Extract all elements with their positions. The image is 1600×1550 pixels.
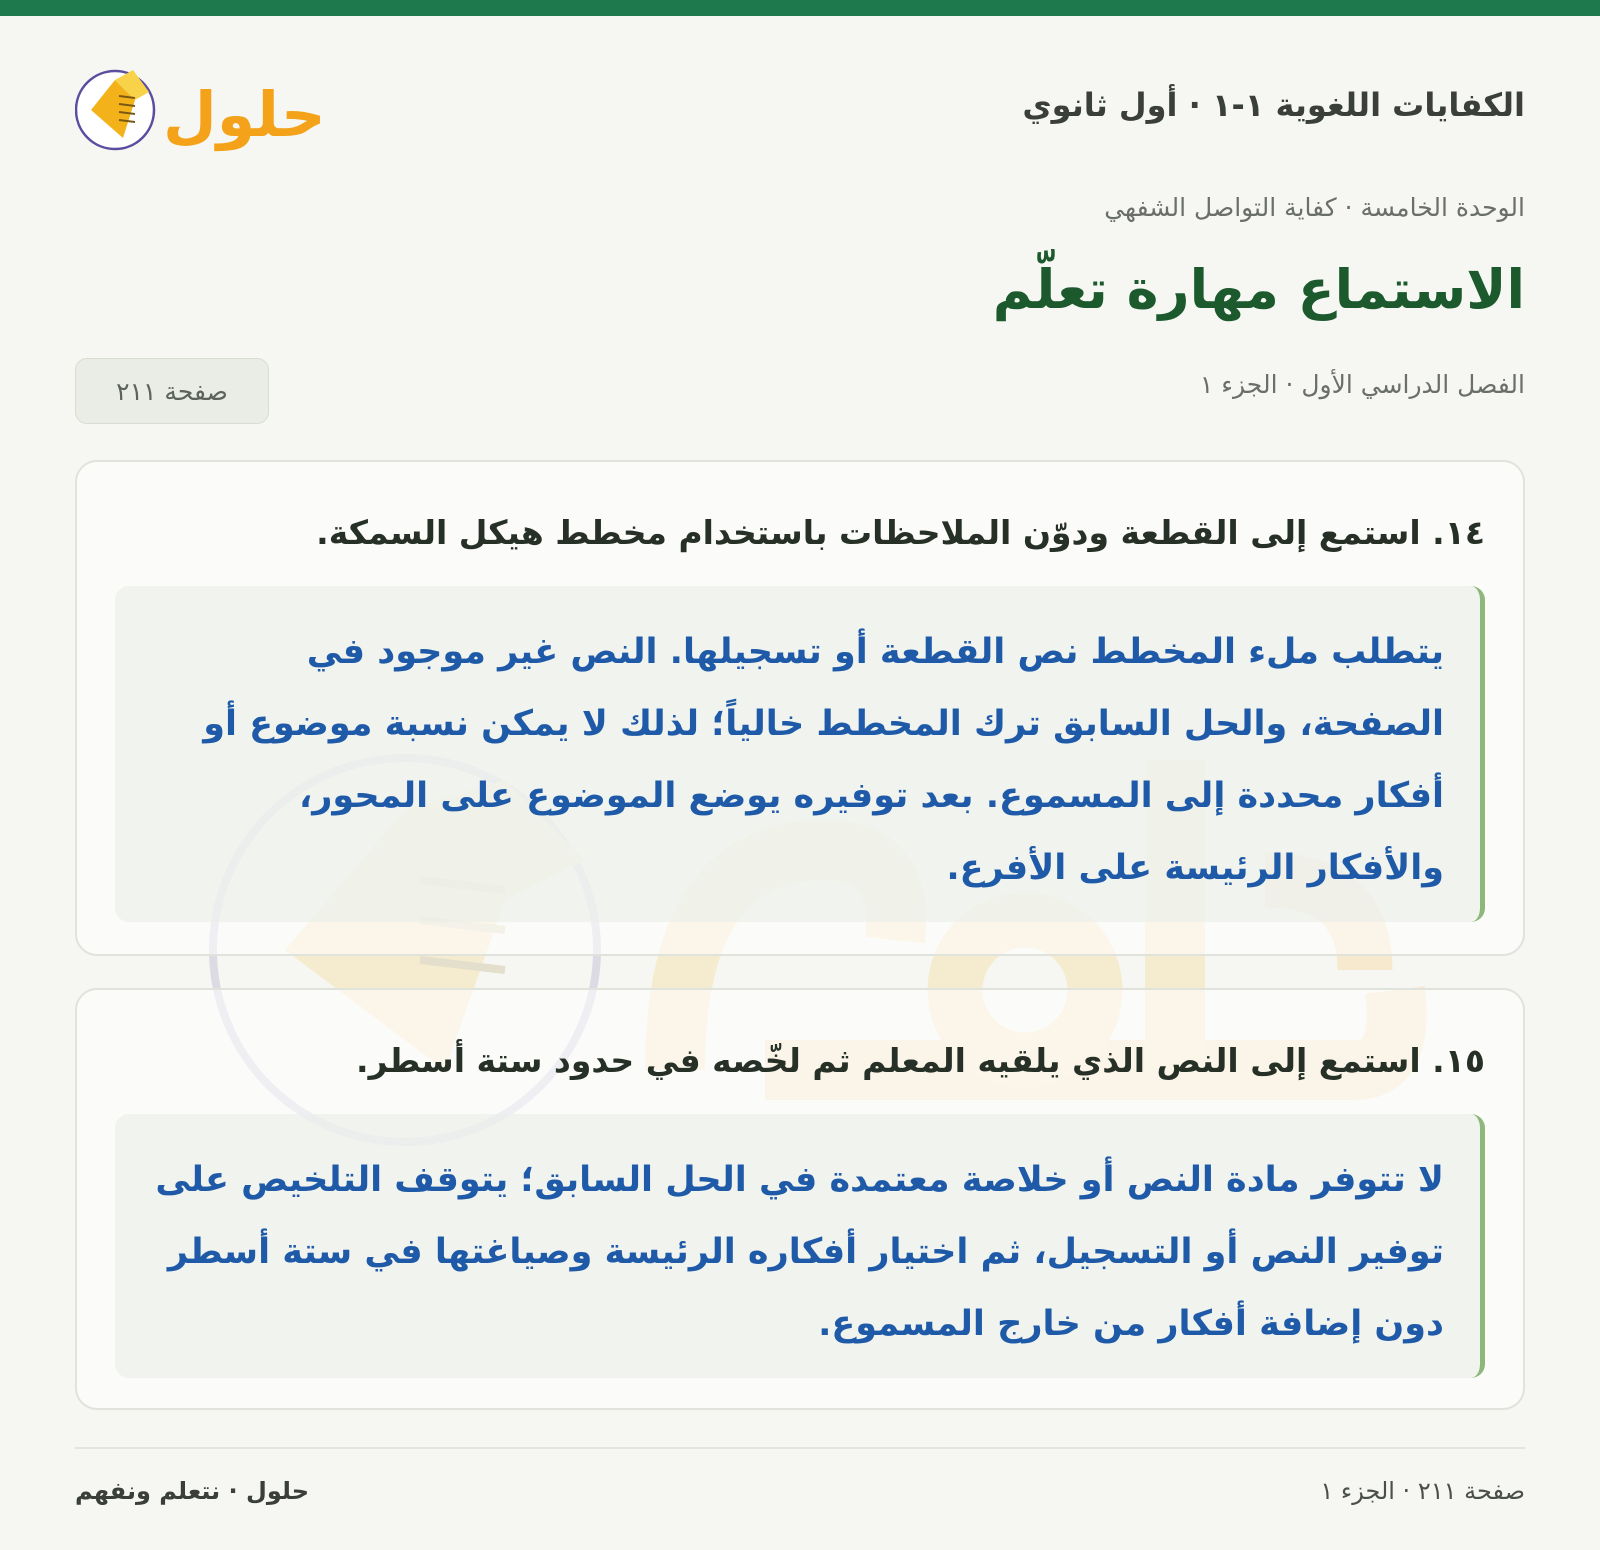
page-badge: صفحة ٢١١ bbox=[75, 358, 269, 424]
term-subtitle: الفصل الدراسي الأول · الجزء ١ bbox=[1199, 370, 1525, 399]
answer-box bbox=[115, 586, 1485, 922]
book-title: الكفايات اللغوية ١-١ · أول ثانوي bbox=[1022, 86, 1525, 124]
footer-page-info: صفحة ٢١١ · الجزء ١ bbox=[1320, 1477, 1525, 1505]
answer-box bbox=[115, 1114, 1485, 1378]
question-text: ١٤. استمع إلى القطعة ودوّن الملاحظات باستخدام مخطط هيكل السمكة. bbox=[316, 513, 1485, 552]
unit-subtitle: الوحدة الخامسة · كفاية التواصل الشفهي bbox=[1104, 193, 1525, 222]
footer-divider bbox=[75, 1447, 1525, 1449]
answer-text: لا تتوفر مادة النص أو خلاصة معتمدة في الحل السابق؛ يتوقف التلخيص على توفير النص أو التسجيل، ثم اختيار أفكاره الرئيسة وصياغتها في ستة أسطر دون إضافة أفكار من خارج المسموع. bbox=[155, 1160, 1444, 1344]
logo-text: حلول bbox=[163, 78, 326, 151]
question-card bbox=[75, 460, 1525, 956]
header bbox=[75, 52, 1525, 162]
answer-text: يتطلب ملء المخطط نص القطعة أو تسجيلها. النص غير موجود في الصفحة، والحل السابق ترك المخطط خالياً؛ لذلك لا يمكن نسبة موضوع أو أفكار محددة إلى المسموع. بعد توفيره يوضع الموضوع على المحور، والأفكار الرئيسة على الأفرع. bbox=[203, 632, 1444, 888]
page bbox=[75, 0, 1525, 1550]
question-text: ١٥. استمع إلى النص الذي يلقيه المعلم ثم لخّصه في حدود ستة أسطر. bbox=[356, 1041, 1485, 1080]
book-logo-icon[interactable] bbox=[75, 52, 335, 162]
lesson-title: الاستماع مهارة تعلّم bbox=[992, 258, 1525, 321]
question-card bbox=[75, 988, 1525, 1410]
footer-tagline: حلول · نتعلم ونفهم bbox=[75, 1477, 309, 1505]
